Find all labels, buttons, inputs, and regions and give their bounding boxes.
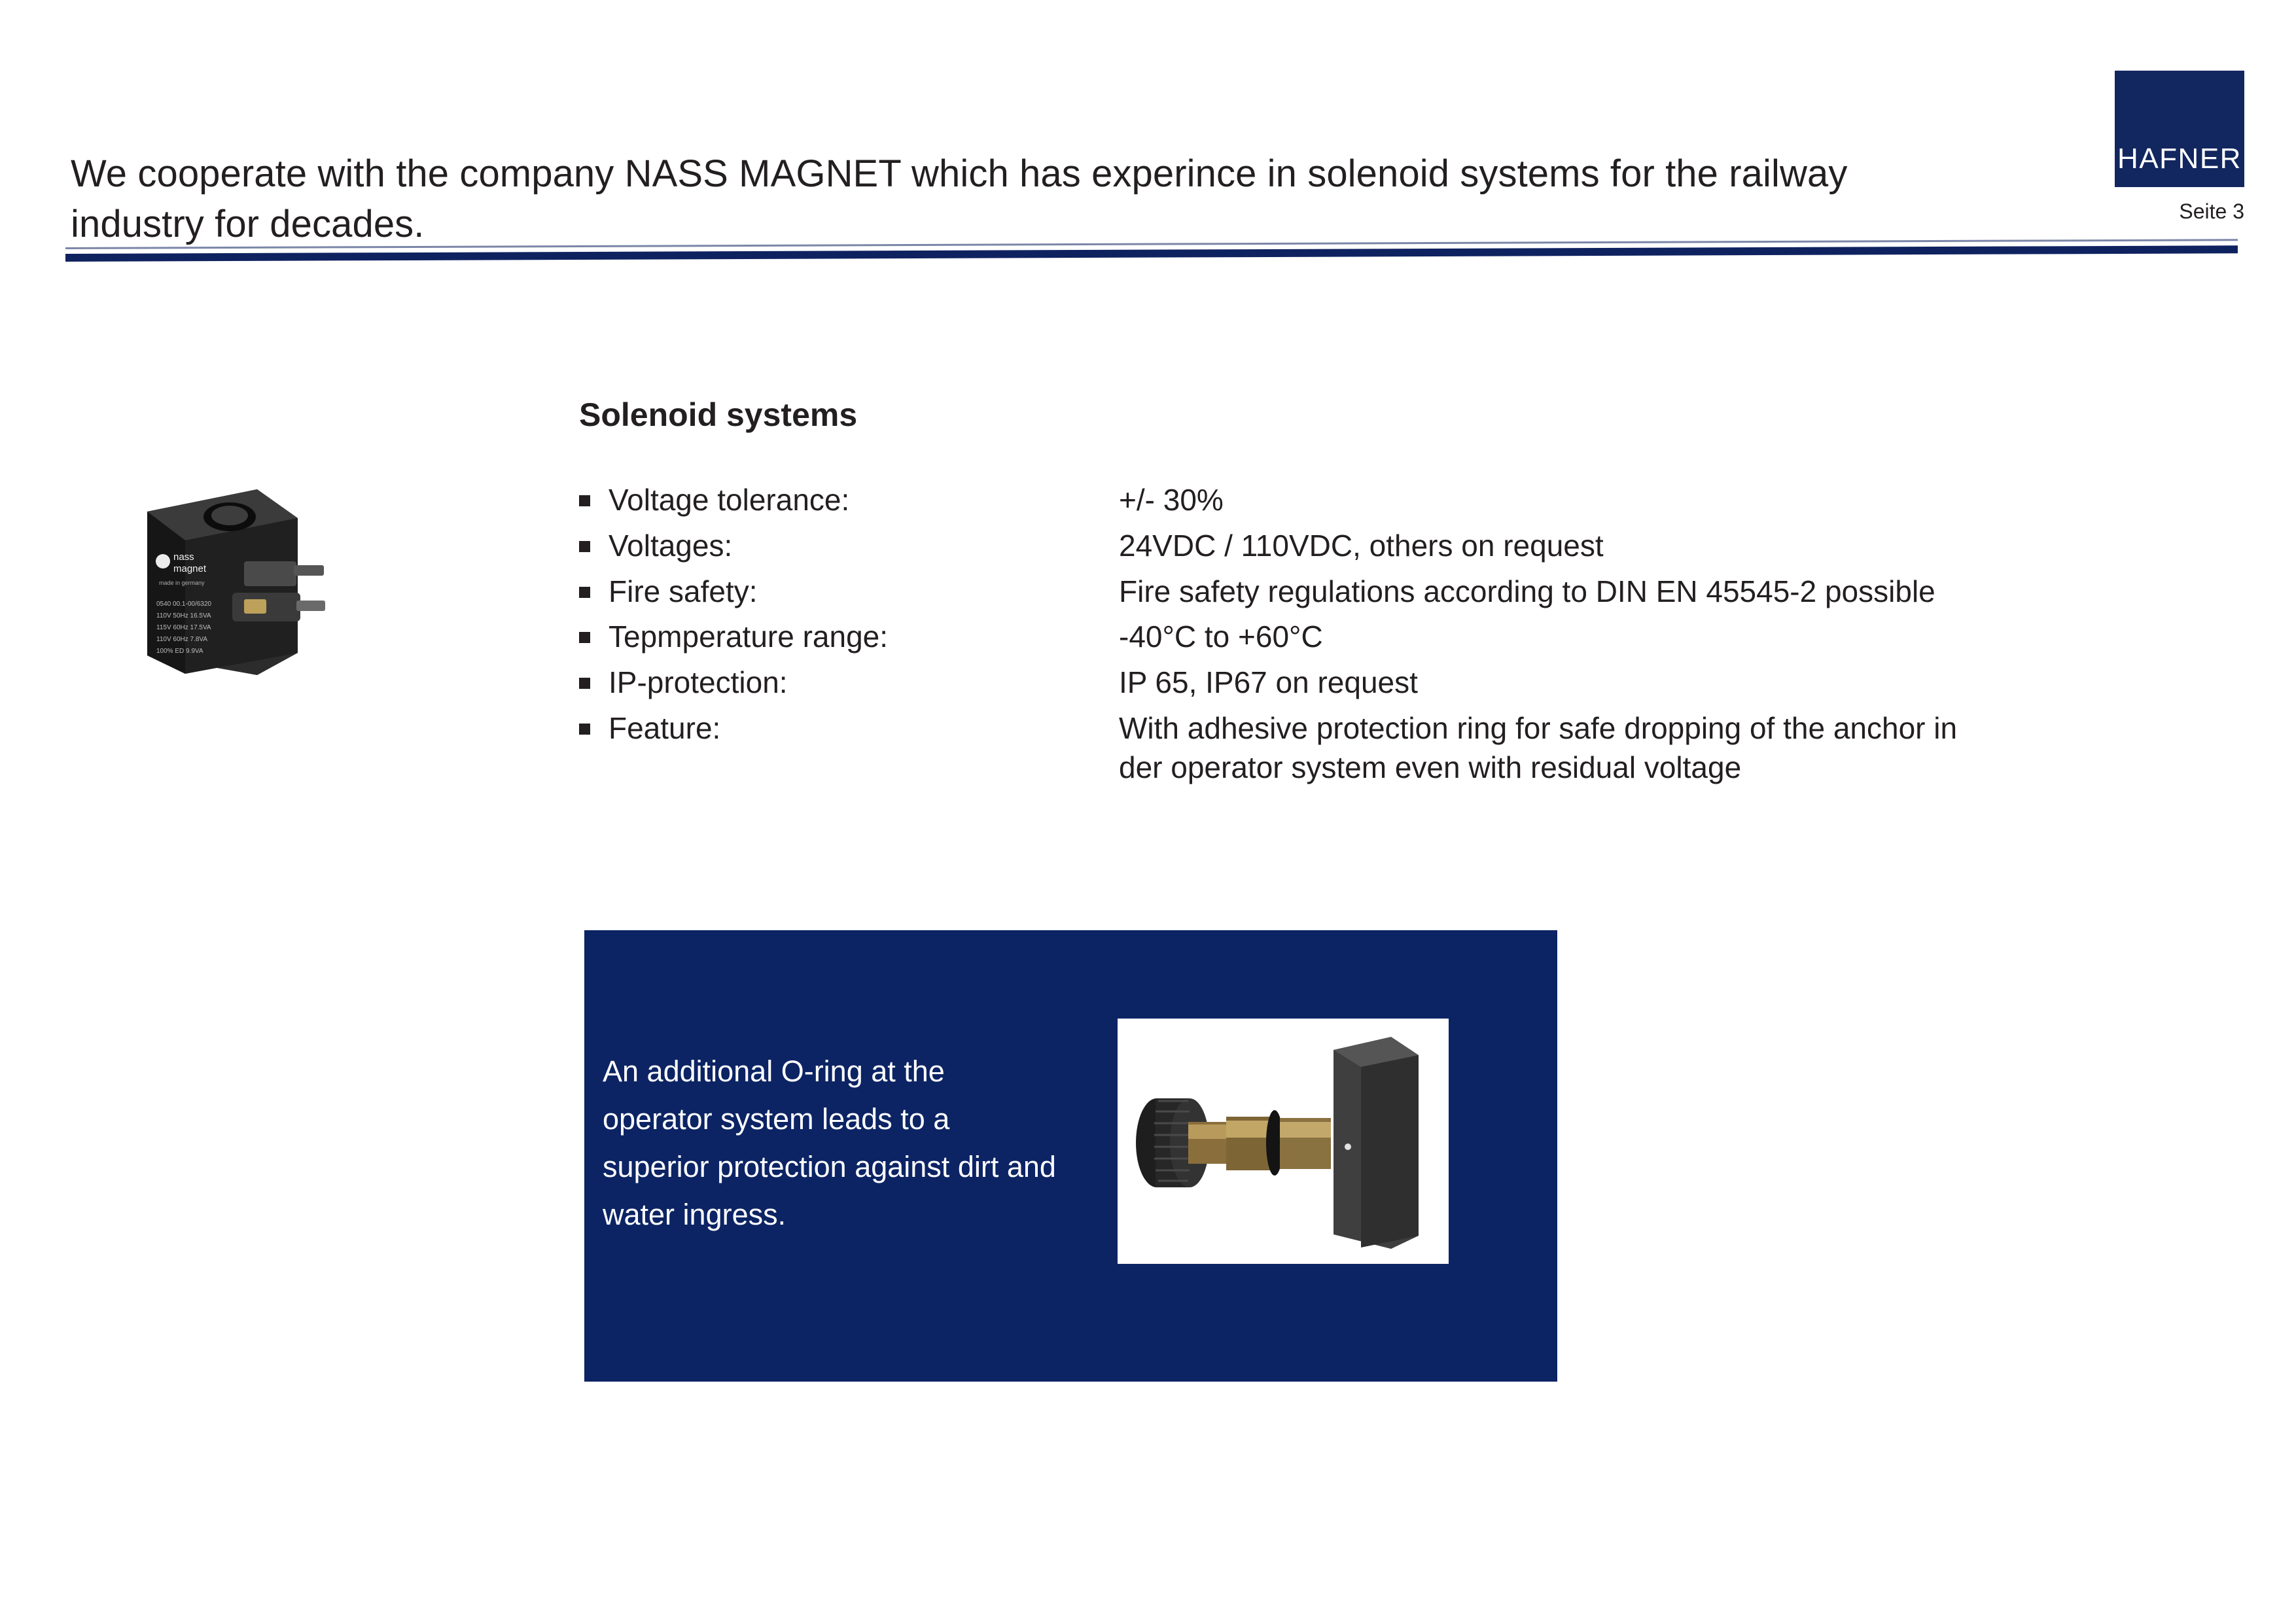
slide-header <box>0 0 2296 275</box>
page-title: We cooperate with the company NASS MAGNET which has experince in solenoid systems for the railway industry for decades. <box>71 152 1848 245</box>
bullet-square-icon <box>579 678 590 689</box>
svg-text:0540 00.1-00/6320: 0540 00.1-00/6320 <box>156 601 211 608</box>
spec-label: IP-protection: <box>609 665 788 700</box>
o-ring-operator-image <box>1118 1019 1449 1264</box>
spec-label: Fire safety: <box>609 574 758 608</box>
spec-row <box>579 618 2163 657</box>
svg-text:110V 50Hz 16.5VA: 110V 50Hz 16.5VA <box>156 612 211 620</box>
bullet-square-icon <box>579 632 590 643</box>
spec-row <box>579 572 2163 612</box>
spec-row <box>579 481 2163 520</box>
spec-value: +/- 30% <box>1119 483 1224 517</box>
svg-text:110V 60Hz 7.8VA: 110V 60Hz 7.8VA <box>156 636 208 643</box>
bullet-square-icon <box>579 541 590 552</box>
logo-wordmark: HAFNER <box>2117 143 2242 175</box>
spec-heading: Solenoid systems <box>579 396 858 433</box>
spec-label: Tepmperature range: <box>609 620 889 654</box>
svg-text:made in germany: made in germany <box>159 580 205 586</box>
bullet-square-icon <box>579 724 590 735</box>
spec-label: Voltages: <box>609 528 733 563</box>
page-number: Seite 3 <box>2179 200 2244 223</box>
spec-value: -40°C to +60°C <box>1119 620 1323 654</box>
spec-list <box>579 481 2163 794</box>
spec-value: With adhesive protection ring for safe dropping of the anchor in <box>1119 710 1958 745</box>
callout-box <box>584 930 1557 1382</box>
svg-text:115V 60Hz 17.5VA: 115V 60Hz 17.5VA <box>156 624 211 631</box>
solenoid-coil-image <box>134 478 330 713</box>
spec-row <box>579 663 2163 703</box>
bullet-square-icon <box>579 495 590 506</box>
callout-text: An additional O-ring at the operator system leads to a superior protection against dirt and water ingress. <box>603 1055 1056 1231</box>
svg-text:100% ED 9.9VA: 100% ED 9.9VA <box>156 648 203 655</box>
spec-row <box>579 527 2163 566</box>
svg-text:magnet: magnet <box>173 563 207 574</box>
bullet-square-icon <box>579 587 590 598</box>
spec-value-wrap <box>1119 709 2163 788</box>
spec-value: 24VDC / 110VDC, others on request <box>1119 528 1604 563</box>
spec-row <box>579 709 2163 788</box>
spec-label: Feature: <box>609 710 721 745</box>
spec-value: IP 65, IP67 on request <box>1119 665 1418 700</box>
spec-value-continuation: der operator system even with residual voltage <box>1119 750 1742 784</box>
hafner-logo <box>2115 71 2244 187</box>
spec-value: Fire safety regulations according to DIN EN 45545-2 possible <box>1119 574 1935 608</box>
svg-text:nass: nass <box>173 551 194 563</box>
spec-label: Voltage tolerance: <box>609 483 850 517</box>
